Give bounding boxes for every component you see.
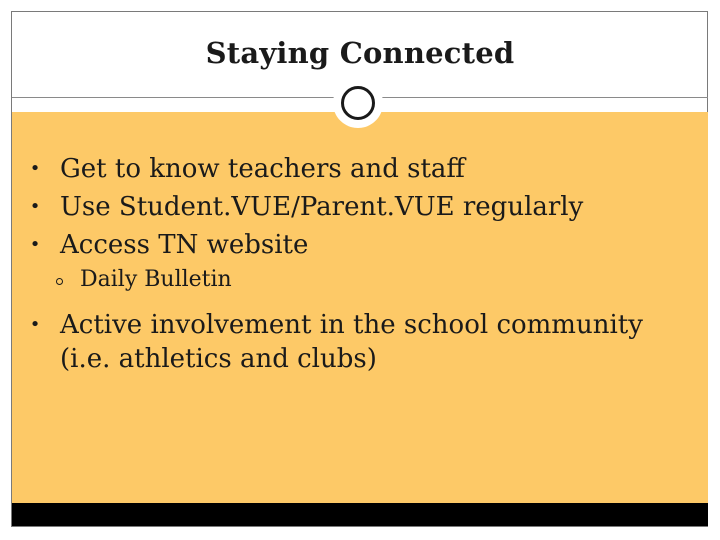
bullet-item [26,308,686,376]
bullet-item [26,228,686,262]
hollow-circle-icon [56,278,63,285]
slide-title: Staying Connected [205,36,515,70]
bullet-text: Get to know teachers and staff [60,154,465,184]
bullet-item [26,152,686,186]
bullet-text-line-2: (i.e. athletics and clubs) [60,344,377,374]
circle-ornament-icon [333,78,383,128]
ornament-ring [341,86,375,120]
bullet-item [26,190,686,224]
bullet-list [26,152,686,380]
bullet-dot-icon: • [29,158,41,179]
bullet-dot-icon: • [29,196,41,217]
bullet-dot-icon: • [29,314,41,335]
bullet-text-line-1: Active involvement in the school community [60,310,643,340]
sub-bullet-text: Daily Bulletin [80,267,232,292]
footer-bar [12,503,708,526]
sub-bullet-item [26,266,686,294]
bullet-text: Access TN website [60,230,309,260]
bullet-text: Use Student.VUE/Parent.VUE regularly [60,192,584,222]
bullet-dot-icon: • [29,234,41,255]
